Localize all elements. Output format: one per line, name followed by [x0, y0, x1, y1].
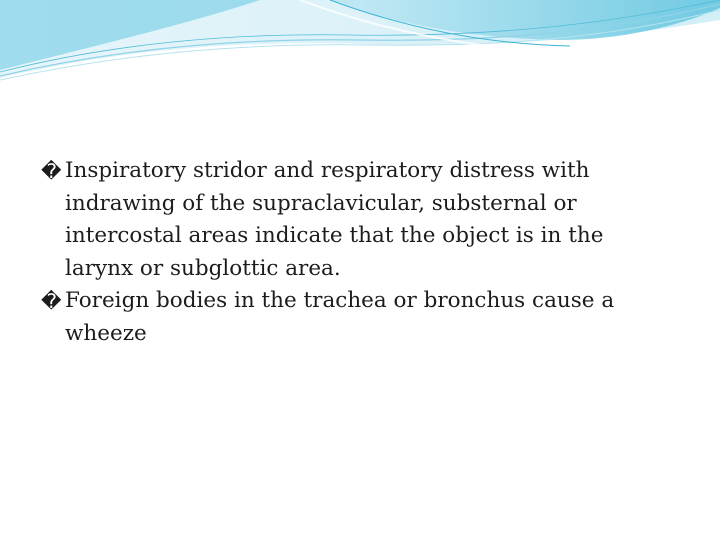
bullet-list — [41, 155, 671, 350]
bullet-marker-icon: � — [41, 289, 62, 313]
bullet-item-1 — [41, 155, 671, 285]
bullet-item-2 — [41, 285, 671, 350]
bullet-text: Inspiratory stridor and respiratory distress with indrawing of the supraclavicular, substernal or intercostal areas indicate that the object is in the larynx or subglottic area. — [65, 158, 604, 281]
header-wave-decoration — [0, 0, 720, 90]
bullet-text: Foreign bodies in the trachea or bronchus cause a wheeze — [65, 288, 615, 346]
bullet-marker-icon: � — [41, 159, 62, 183]
